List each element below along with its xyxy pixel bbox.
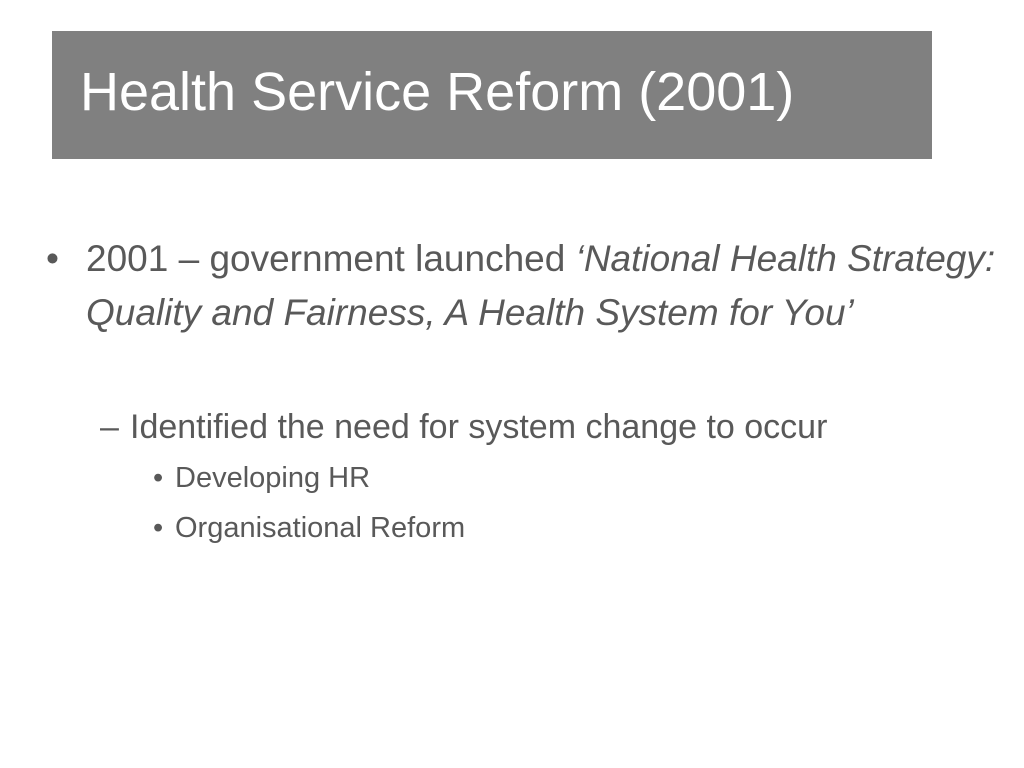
bullet-text-italic-title: ‘National Health Strategy: Quality and Fairness, A Health System for You’ xyxy=(86,238,996,333)
bullet-text: Developing HR xyxy=(175,462,371,494)
bullet-level-3-organisational-reform xyxy=(153,508,466,548)
bullet-marker: • xyxy=(46,238,59,279)
bullet-text: Identified the need for system change to occur xyxy=(130,408,828,446)
bullet-text: Organisational Reform xyxy=(175,512,466,544)
bullet-marker: • xyxy=(153,512,164,544)
bullet-level-1 xyxy=(46,232,1016,340)
bullet-level-3-developing-hr xyxy=(153,458,371,498)
bullet-text-prefix: 2001 – government launched xyxy=(86,238,576,279)
bullet-level-2 xyxy=(100,403,1010,451)
slide-title: Health Service Reform (2001) xyxy=(80,62,795,122)
bullet-marker: • xyxy=(153,462,164,494)
dash-marker: – xyxy=(100,408,119,446)
